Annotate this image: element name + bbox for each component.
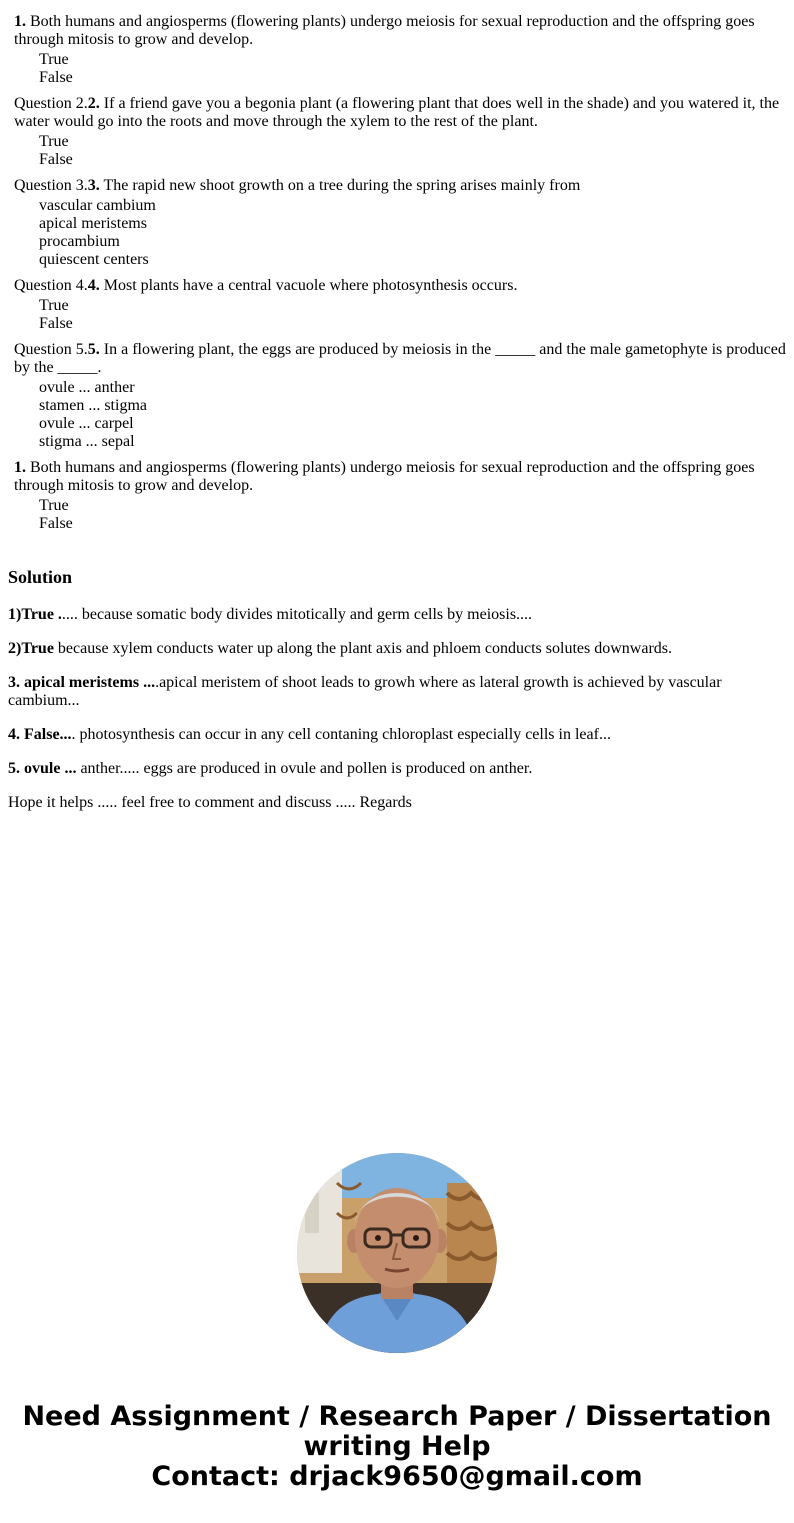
answer-option[interactable]: stigma ... sepal — [39, 433, 135, 450]
solution-answer-4 — [8, 726, 784, 744]
banner-contact[interactable]: Contact: drjack9650@gmail.com — [151, 1461, 643, 1492]
question-2 — [14, 95, 786, 169]
question-prefix: Question 3. — [14, 177, 88, 194]
answer-option[interactable]: True — [39, 497, 69, 514]
question-text — [14, 341, 786, 377]
answer-option[interactable]: procambium — [39, 233, 120, 250]
answer-options — [14, 51, 786, 87]
answer-explanation: .apical meristem of shoot leads to growh where as lateral growth is achieved by vascular cambium... — [8, 674, 722, 709]
answer-options — [14, 133, 786, 169]
answer-options — [14, 297, 786, 333]
question-3 — [14, 177, 786, 269]
answer-option[interactable]: apical meristems — [39, 215, 147, 232]
answer-option[interactable]: False — [39, 315, 73, 332]
solution-section — [8, 566, 784, 828]
solution-answer-5 — [8, 760, 784, 778]
banner-line-2: writing Help — [303, 1431, 491, 1462]
question-number: 5. — [87, 341, 100, 358]
answer-option[interactable]: ovule ... anther — [39, 379, 135, 396]
question-prefix: Question 2. — [14, 95, 88, 112]
answer-option[interactable]: stamen ... stigma — [39, 397, 147, 414]
answer-key: 5. ovule ... — [8, 760, 77, 777]
solution-closing: Hope it helps ..... feel free to comment and discuss ..... Regards — [8, 794, 412, 811]
answer-option[interactable]: ovule ... carpel — [39, 415, 134, 432]
answer-option[interactable]: False — [39, 151, 73, 168]
answer-option[interactable]: quiescent centers — [39, 251, 149, 268]
answer-options — [14, 497, 786, 533]
contact-banner — [0, 1402, 794, 1492]
answer-key: 4. False... — [8, 726, 72, 743]
answer-option[interactable]: False — [39, 69, 73, 86]
solution-answer-3 — [8, 674, 784, 710]
question-body: Both humans and angiosperms (flowering plants) undergo meiosis for sexual reproduction and the offspring goes through mitosis to grow and develop. — [14, 459, 755, 494]
answer-key: 3. apical meristems ... — [8, 674, 156, 691]
answer-explanation: because xylem conducts water up along the plant axis and phloem conducts solutes downwards. — [53, 640, 672, 657]
answer-key: 2)True — [8, 640, 54, 657]
questions-section — [14, 13, 786, 541]
question-number: 3. — [87, 177, 100, 194]
question-body: In a flowering plant, the eggs are produced by meiosis in the _____ and the male gametophyte is produced by the _____. — [14, 341, 786, 376]
question-text — [14, 459, 786, 495]
answer-option[interactable]: True — [39, 133, 69, 150]
question-5 — [14, 341, 786, 451]
question-1 — [14, 13, 786, 87]
answer-explanation: . photosynthesis can occur in any cell contaning chloroplast especially cells in leaf... — [71, 726, 611, 743]
author-avatar — [297, 1153, 497, 1353]
solution-answer-1 — [8, 606, 784, 624]
question-prefix: Question 5. — [14, 341, 88, 358]
question-number: 2. — [87, 95, 100, 112]
answer-options — [14, 379, 786, 451]
question-text — [14, 177, 786, 195]
answer-option[interactable]: vascular cambium — [39, 197, 156, 214]
question-body: If a friend gave you a begonia plant (a flowering plant that does well in the shade) and you watered it, the water would go into the roots and move through the xylem to the rest of the plant. — [14, 95, 780, 130]
answer-explanation: .... because somatic body divides mitotically and germ cells by meiosis.... — [61, 606, 533, 623]
question-text — [14, 13, 786, 49]
question-4 — [14, 277, 786, 333]
question-number: 1. — [14, 13, 26, 30]
answer-explanation: anther..... eggs are produced in ovule and pollen is produced on anther. — [76, 760, 533, 777]
answer-option[interactable]: True — [39, 297, 69, 314]
question-prefix: Question 4. — [14, 277, 88, 294]
question-number: 1. — [14, 459, 26, 476]
solution-answer-2 — [8, 640, 784, 658]
answer-key: 1)True . — [8, 606, 62, 623]
question-text — [14, 277, 786, 295]
answer-option[interactable]: True — [39, 51, 69, 68]
question-number: 4. — [87, 277, 100, 294]
banner-line-1: Need Assignment / Research Paper / Dissertation — [22, 1401, 772, 1432]
answer-option[interactable]: False — [39, 515, 73, 532]
question-1-repeat — [14, 459, 786, 533]
question-body: The rapid new shoot growth on a tree during the spring arises mainly from — [99, 177, 581, 194]
answer-options — [14, 197, 786, 269]
question-body: Most plants have a central vacuole where photosynthesis occurs. — [99, 277, 518, 294]
solution-heading: Solution — [8, 567, 73, 587]
question-body: Both humans and angiosperms (flowering plants) undergo meiosis for sexual reproduction and the offspring goes through mitosis to grow and develop. — [14, 13, 755, 48]
question-text — [14, 95, 786, 131]
